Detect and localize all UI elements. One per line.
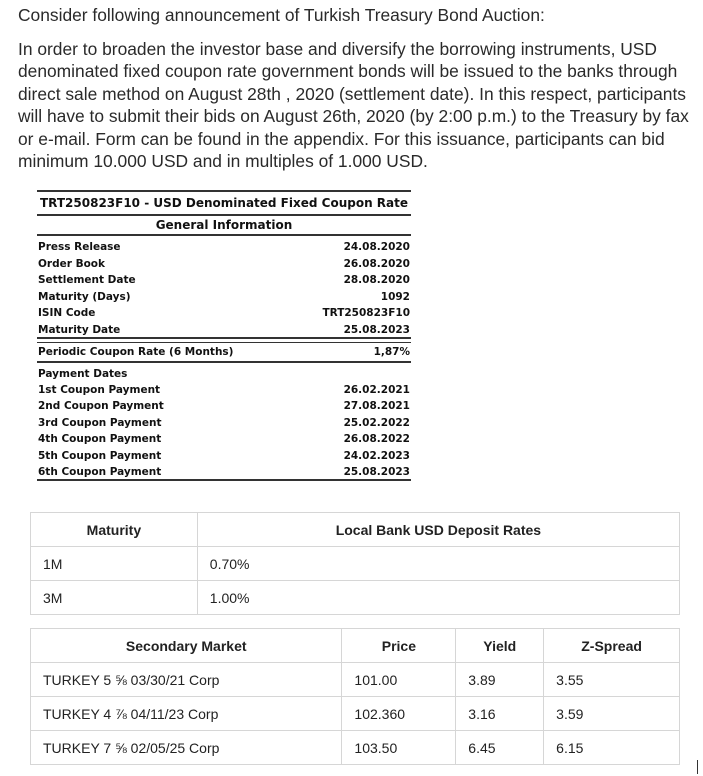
info-value: 26.08.2020 xyxy=(343,257,410,270)
bond-name-cell: TURKEY 5 ⅝ 03/30/21 Corp xyxy=(31,663,342,697)
table-row xyxy=(31,581,680,615)
info-label: Maturity (Days) xyxy=(38,290,131,303)
bond-title: TRT250823F10 - USD Denominated Fixed Coupon Rate xyxy=(37,190,411,216)
info-row xyxy=(37,239,411,256)
payment-date: 26.02.2021 xyxy=(343,383,410,396)
payment-label: 5th Coupon Payment xyxy=(38,449,162,462)
table-row xyxy=(31,663,680,697)
maturity-header: Maturity xyxy=(31,513,198,547)
payment-row xyxy=(37,464,411,481)
maturity-cell: 1M xyxy=(31,547,198,581)
payment-dates-header: Payment Dates xyxy=(38,367,128,380)
bond-subtitle: General Information xyxy=(37,216,411,236)
info-value: 28.08.2020 xyxy=(343,274,410,286)
coupon-rate-row xyxy=(37,342,411,363)
payment-label: 1st Coupon Payment xyxy=(38,383,161,396)
payment-row xyxy=(37,382,411,399)
payment-row xyxy=(37,431,411,448)
coupon-rate-value: 1,87% xyxy=(373,345,410,358)
payment-label: 6th Coupon Payment xyxy=(38,466,162,478)
table-header-row xyxy=(31,513,680,547)
info-value: 24.08.2020 xyxy=(343,241,410,253)
bond-name-cell: TURKEY 7 ⅝ 02/05/25 Corp xyxy=(31,731,342,765)
payment-row xyxy=(37,415,411,432)
info-label: ISIN Code xyxy=(38,307,96,319)
maturity-cell: 3M xyxy=(31,581,198,615)
table-row xyxy=(31,547,680,581)
payment-row xyxy=(37,448,411,465)
info-label: Settlement Date xyxy=(38,274,136,286)
info-value: 25.08.2023 xyxy=(343,323,410,336)
info-label: Press Release xyxy=(38,241,121,253)
zspread-cell: 6.15 xyxy=(544,731,680,765)
secondary-market-table xyxy=(30,628,680,765)
info-row xyxy=(37,256,411,273)
price-header: Price xyxy=(342,629,456,663)
info-value: TRT250823F10 xyxy=(322,307,410,319)
payment-label: 3rd Coupon Payment xyxy=(38,416,162,429)
zspread-header: Z-Spread xyxy=(544,629,680,663)
payment-date: 24.02.2023 xyxy=(343,449,410,462)
payment-date: 26.08.2022 xyxy=(343,433,410,445)
yield-cell: 6.45 xyxy=(456,731,544,765)
yield-header: Yield xyxy=(456,629,544,663)
info-row xyxy=(37,289,411,306)
bond-name-cell: TURKEY 4 ⅞ 04/11/23 Corp xyxy=(31,697,342,731)
payment-date: 27.08.2021 xyxy=(343,400,410,412)
info-label: Maturity Date xyxy=(38,323,121,336)
bond-info-table xyxy=(37,190,411,481)
text-cursor xyxy=(697,760,698,774)
table-header-row xyxy=(31,629,680,663)
deposit-rate-header: Local Bank USD Deposit Rates xyxy=(197,513,679,547)
table-row xyxy=(31,697,680,731)
payment-date: 25.02.2022 xyxy=(343,416,410,429)
payment-row xyxy=(37,398,411,415)
payment-label: 2nd Coupon Payment xyxy=(38,400,164,412)
info-row xyxy=(37,272,411,289)
payment-date: 25.08.2023 xyxy=(343,466,410,478)
price-cell: 103.50 xyxy=(342,731,456,765)
table-row xyxy=(31,731,680,765)
secondary-market-header: Secondary Market xyxy=(31,629,342,663)
rate-cell: 0.70% xyxy=(197,547,679,581)
coupon-rate-label: Periodic Coupon Rate (6 Months) xyxy=(38,345,234,358)
zspread-cell: 3.59 xyxy=(544,697,680,731)
yield-cell: 3.16 xyxy=(456,697,544,731)
price-cell: 101.00 xyxy=(342,663,456,697)
announcement-paragraph: In order to broaden the investor base and diversify the borrowing instruments, USD denominated fixed coupon rate government bonds will be issued to the banks through direct sale method on August 28th , 2020 (settlement date). In this respect, participants will have to submit their bids on August 26th, 2020 (by 2:00 p.m.) to the Treasury by fax or e-mail. Form can be found in the appendix. For this issuance, participants can bid minimum 10.000 USD and in multiples of 1.000 USD. xyxy=(18,39,689,172)
yield-cell: 3.89 xyxy=(456,663,544,697)
payment-label: 4th Coupon Payment xyxy=(38,433,162,445)
zspread-cell: 3.55 xyxy=(544,663,680,697)
info-row xyxy=(37,322,411,339)
price-cell: 102.360 xyxy=(342,697,456,731)
rate-cell: 1.00% xyxy=(197,581,679,615)
info-value: 1092 xyxy=(380,290,410,303)
deposit-rates-table xyxy=(30,512,680,615)
intro-text: Consider following announcement of Turkish Treasury Bond Auction: xyxy=(18,5,545,25)
info-row xyxy=(37,305,411,322)
info-label: Order Book xyxy=(38,257,105,270)
